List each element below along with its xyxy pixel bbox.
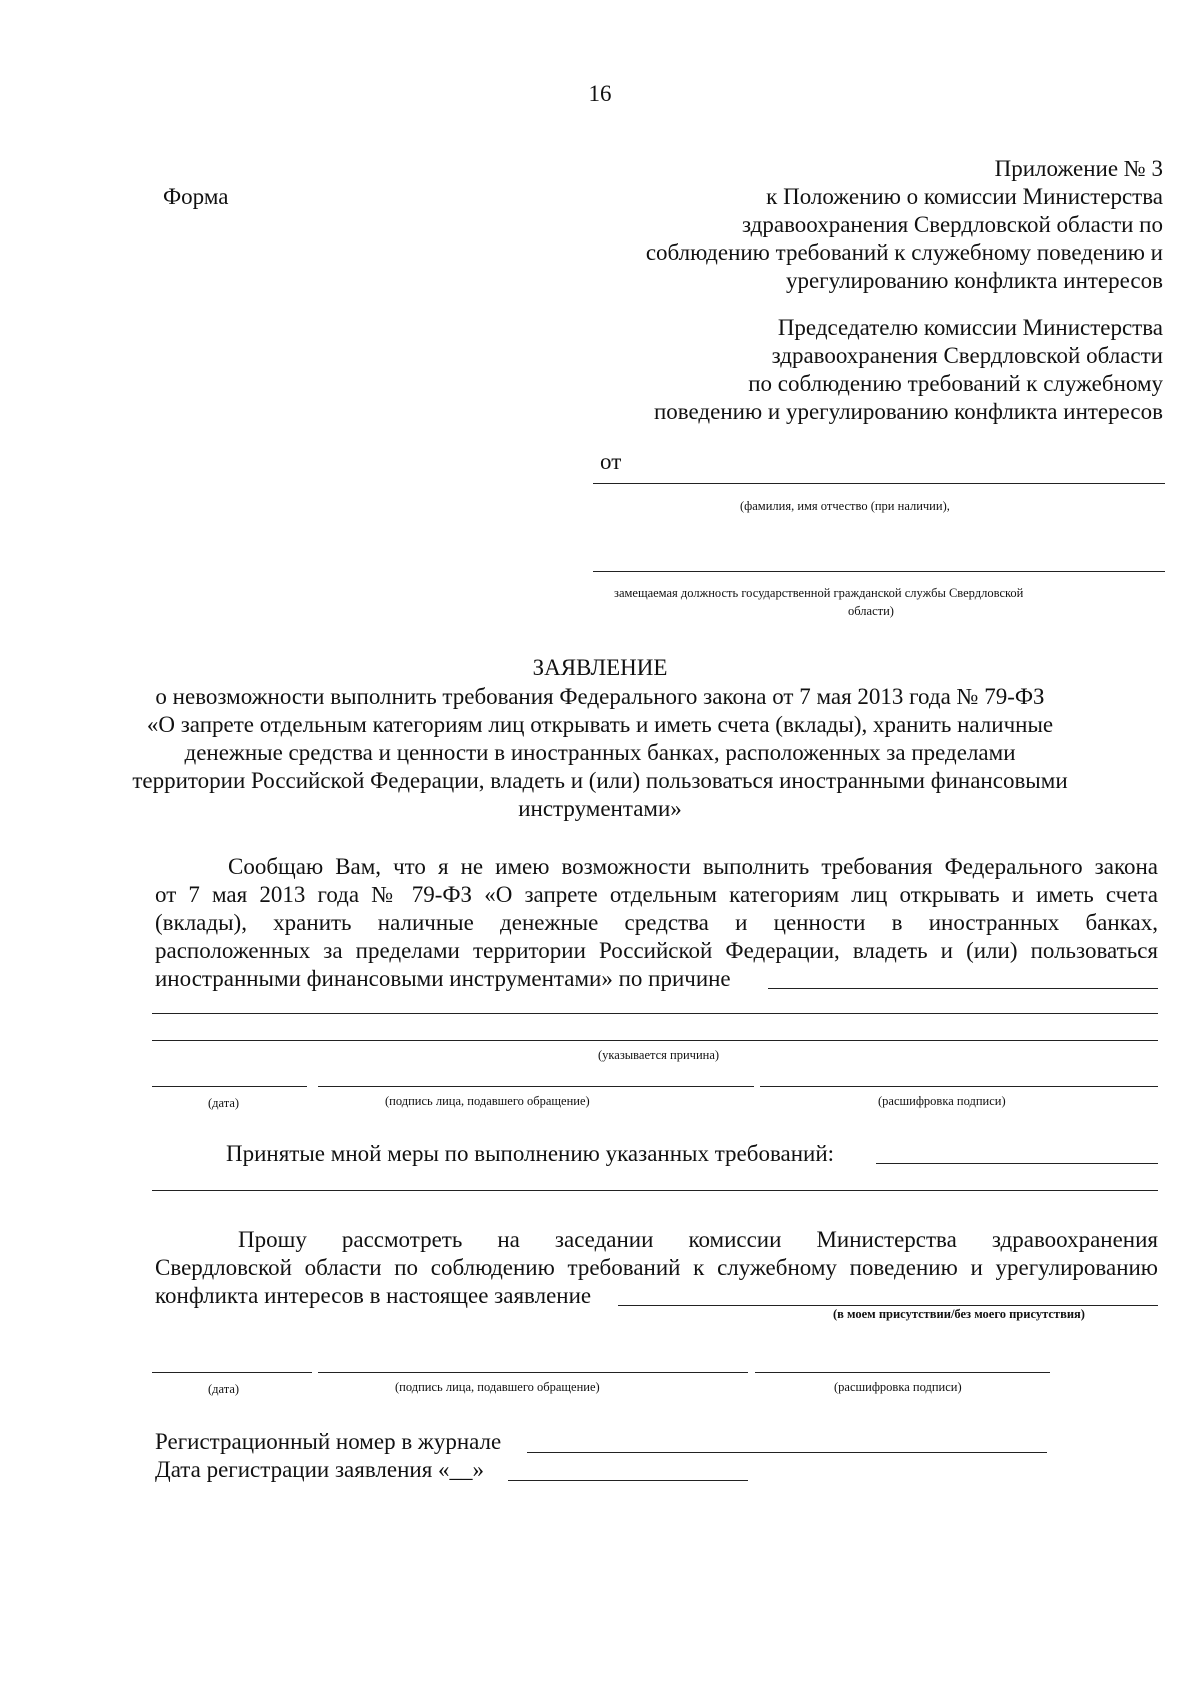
subtitle-line: инструментами» xyxy=(518,796,682,821)
signature-line[interactable] xyxy=(318,1086,754,1087)
subtitle-line: «О запрете отдельным категориям лиц открывать и иметь счета (вклады), хранить наличные xyxy=(146,712,1054,737)
request-line: конфликта интересов в настоящее заявление xyxy=(155,1283,592,1308)
position-hint-cont: области) xyxy=(848,604,894,618)
statement-title: ЗАЯВЛЕНИЕ xyxy=(532,655,668,680)
addressee-line: поведению и урегулированию конфликта интересов xyxy=(653,399,1163,424)
addressee-line: здравоохранения Свердловской области xyxy=(771,343,1163,368)
position-hint: замещаемая должность государственной гражданской службы Свердловской xyxy=(614,586,1024,600)
subtitle-line: о невозможности выполнить требования Федерального закона от 7 мая 2013 года № 79-ФЗ xyxy=(155,684,1045,709)
decode-hint: (расшифровка подписи) xyxy=(834,1380,962,1394)
body-line: от 7 мая 2013 года № 79-ФЗ «О запрете отдельным категориям лиц открывать и иметь счета xyxy=(155,882,1158,907)
appendix-line: урегулированию конфликта интересов xyxy=(785,268,1163,293)
presence-hint: (в моем присутствии/без моего присутствия) xyxy=(833,1307,1085,1321)
page-number: 16 xyxy=(588,81,612,106)
appendix-line: здравоохранения Свердловской области по xyxy=(742,212,1163,237)
name-fill-line[interactable] xyxy=(593,483,1165,484)
registration-date-line[interactable] xyxy=(508,1480,748,1481)
signature-hint: (подпись лица, подавшего обращение) xyxy=(395,1380,600,1394)
signature-line[interactable] xyxy=(318,1372,748,1373)
appendix-line: Приложение № 3 xyxy=(994,156,1163,181)
measures-fill-line[interactable] xyxy=(876,1163,1158,1164)
addressee-line: по соблюдению требований к служебному xyxy=(748,371,1163,396)
reason-fill-line-2[interactable] xyxy=(152,1013,1158,1014)
date-hint: (дата) xyxy=(208,1382,240,1396)
signature-hint: (подпись лица, подавшего обращение) xyxy=(385,1094,590,1108)
decode-line[interactable] xyxy=(760,1086,1158,1087)
position-fill-line[interactable] xyxy=(593,571,1165,572)
date-hint: (дата) xyxy=(208,1096,240,1110)
measures-fill-line-2[interactable] xyxy=(152,1190,1158,1191)
subtitle-line: территории Российской Федерации, владеть и (или) пользоваться иностранными финансовыми xyxy=(132,768,1068,793)
date-line[interactable] xyxy=(152,1372,312,1373)
reason-fill-line-3[interactable] xyxy=(152,1040,1158,1041)
reason-hint: (указывается причина) xyxy=(598,1048,720,1062)
registration-date-label: Дата регистрации заявления «__» xyxy=(155,1457,485,1482)
date-line[interactable] xyxy=(152,1086,307,1087)
decode-hint: (расшифровка подписи) xyxy=(878,1094,1006,1108)
appendix-line: к Положению о комиссии Министерства xyxy=(766,184,1163,209)
body-line: расположенных за пределами территории Российской Федерации, владеть и (или) пользоваться xyxy=(155,938,1158,963)
body-line: Сообщаю Вам, что я не имею возможности выполнить требования Федерального закона xyxy=(228,854,1158,879)
name-hint: (фамилия, имя отчество (при наличии), xyxy=(740,499,950,513)
decode-line[interactable] xyxy=(755,1372,1050,1373)
reason-lead: иностранными финансовыми инструментами» по причине xyxy=(155,966,731,991)
subtitle-line: денежные средства и ценности в иностранных банках, расположенных за пределами xyxy=(184,740,1016,765)
appendix-line: соблюдению требований к служебному поведению и xyxy=(645,240,1163,265)
request-line: Прошу рассмотреть на заседании комиссии Министерства здравоохранения xyxy=(238,1227,1158,1252)
body-line: (вклады), хранить наличные денежные средства и ценности в иностранных банках, xyxy=(155,910,1158,935)
registration-number-line[interactable] xyxy=(527,1452,1047,1453)
from-label: от xyxy=(600,449,622,474)
request-line: Свердловской области по соблюдению требований к служебному поведению и урегулированию xyxy=(155,1255,1158,1280)
form-label: Форма xyxy=(163,184,229,209)
reason-fill-line[interactable] xyxy=(768,988,1158,989)
registration-number-label: Регистрационный номер в журнале xyxy=(155,1429,502,1454)
addressee-line: Председателю комиссии Министерства xyxy=(777,315,1163,340)
measures-label: Принятые мной меры по выполнению указанных требований: xyxy=(226,1141,835,1166)
